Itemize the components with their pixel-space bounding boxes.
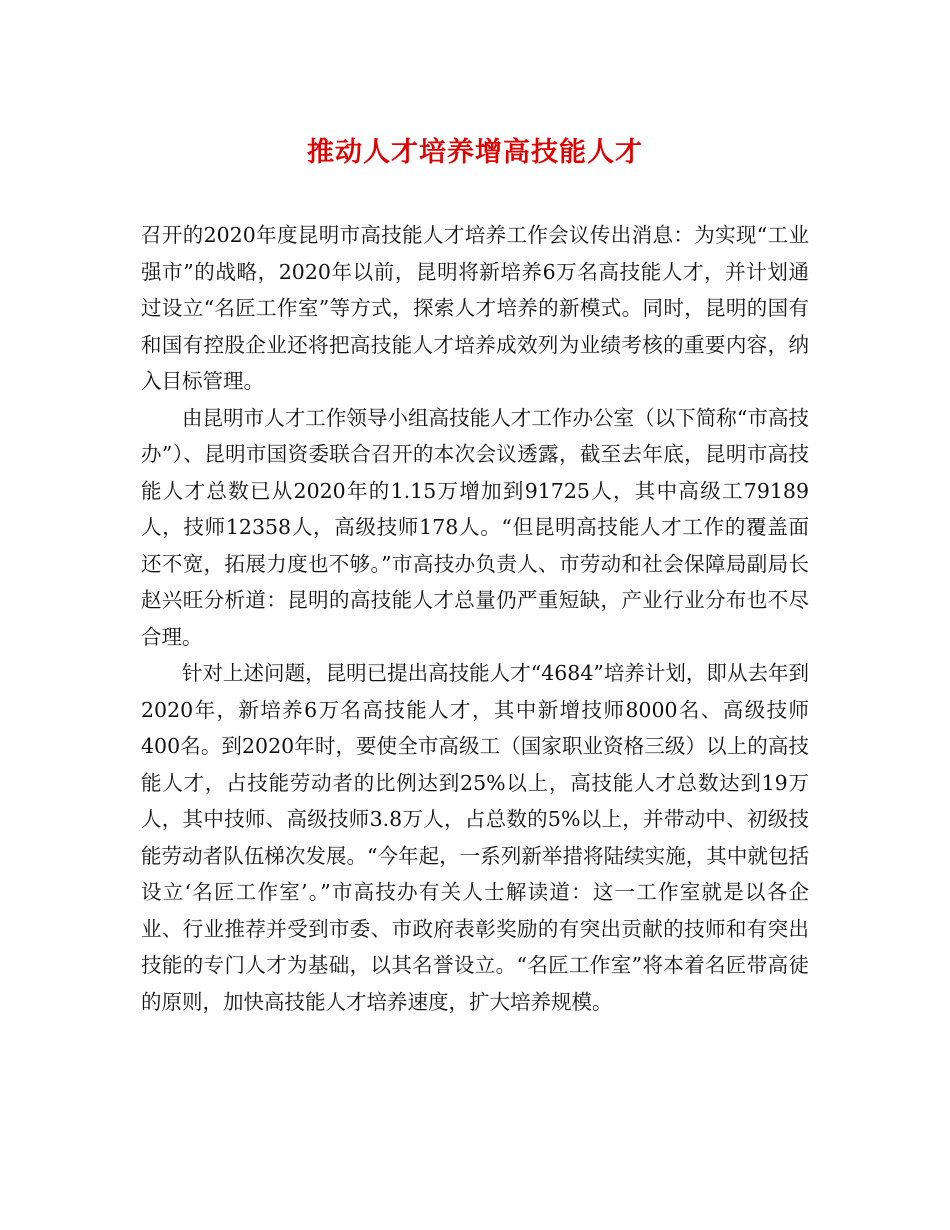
paragraph-3: 针对上述问题，昆明已提出高技能人才“4684”培养计划，即从去年到2020年，新培养6万名高技能人才，其中新增技师8000名、高级技师400名。到2020年时，要使全市高级工（国家职业资格三级）以上的高技能人才，占技能劳动者的比例达到25%以上，高技能人才总数达到19万人，其中技师、高级技师3.8万人，占总数的5%以上，并带动中、初级技能劳动者队伍梯次发展。“今年起，一系列新举措将陆续实施，其中就包括设立‘名匠工作室’。”市高技办有关人士解读道：这一工作室就是以各企业、行业推荐并受到市委、市政府表彰奖励的有突出贡献的技师和有突出技能的专门人才为基础，以其名誉设立。“名匠工作室”将本着名匠带高徒的原则，加快高技能人才培养速度，扩大培养规模。 — [141, 661, 809, 1014]
paragraph-1: 召开的2020年度昆明市高技能人才培养工作会议传出消息：为实现“工业强市”的战略，2020年以前，昆明将新培养6万名高技能人才，并计划通过设立“名匠工作室”等方式，探索人才培养的新模式。同时，昆明的国有和国有控股企业还将把高技能人才培养成效列为业绩考核的重要内容，纳入目标管理。 — [141, 223, 809, 393]
document-body — [141, 217, 809, 1020]
paragraph-2: 由昆明市人才工作领导小组高技能人才工作办公室（以下简称“市高技办”）、昆明市国资委联合召开的本次会议透露，截至去年底，昆明市高技能人才总数已从2020年的1.15万增加到91725人，其中高级工79189人，技师12358人，高级技师178人。“但昆明高技能人才工作的覆盖面还不宽，拓展力度也不够。”市高技办负责人、市劳动和社会保障局副局长赵兴旺分析道：昆明的高技能人才总量仍严重短缺，产业行业分布也不尽合理。 — [141, 405, 809, 649]
document-title: 推动人才培养增高技能人才 — [307, 137, 643, 168]
